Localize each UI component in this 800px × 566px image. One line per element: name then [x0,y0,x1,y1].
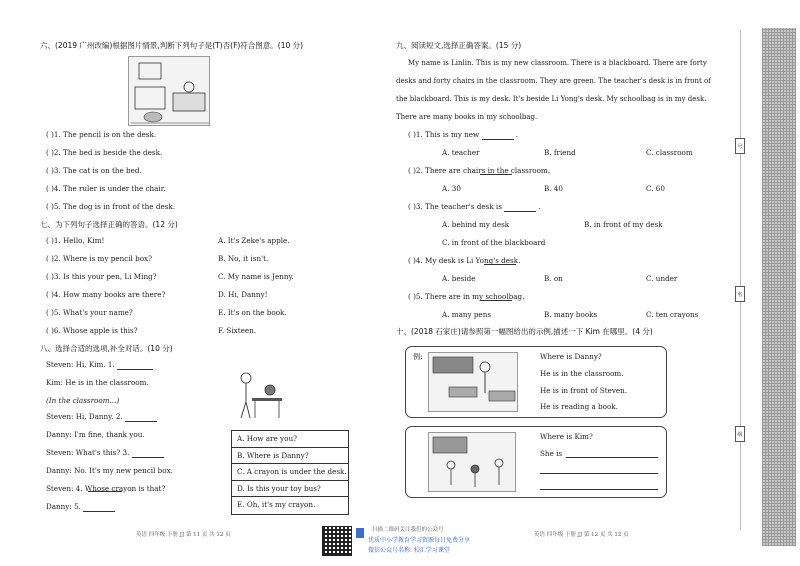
sec9-q2-blank[interactable] [480,174,512,175]
sec10-example-line-3: He is in front of Steven. [540,386,628,395]
qr-code [322,526,352,556]
sec8-dialog-4: Steven: Hi, Danny. 2. [46,412,157,422]
sec6-item-2: ( )2. The bed is beside the desk. [46,148,163,157]
sec10-answer-line-2[interactable] [540,473,658,474]
sec10-example-line-1: Where is Danny? [540,352,602,361]
classroom-danny-picture [428,352,518,412]
sec8-option-d: D. Is this your toy bus? [232,481,348,498]
sec7-question-5: ( )5. What's your name? [46,308,133,317]
classroom-boys-picture [230,368,286,424]
sec9-q2-opt-a: A. 30 [442,184,461,193]
bedroom-picture [128,56,210,126]
sec8-options-box [231,430,349,515]
sec10-answer-line-3[interactable] [540,489,658,490]
sec10-answer-line-1[interactable] [566,457,658,458]
sec9-q3-opt-c: C. in front of the blackboard [442,238,546,247]
sec10-task-line-2: She is [540,449,563,458]
side-mark-number: 号 [735,138,745,154]
sec8-title: 八、选择合适的选项,补全对话。(10 分) [40,344,173,353]
sec9-q1-opt-a: A. teacher [442,148,480,157]
sec8-dialog-2: Kim: He is in the classroom. [46,378,149,387]
sec7-answer-a: A. It's Zeke's apple. [218,236,290,245]
sec7-question-4: ( )4. How many books are there? [46,290,166,299]
qr-caption-2: 优质中小学教育学习资源每日免费分享 [368,537,471,544]
sec7-question-3: ( )3. Is this your pen, Li Ming? [46,272,157,281]
brand-icon [356,528,364,538]
sec8-dialog-9: Danny: 5. [46,502,115,512]
side-mark-name: 名 [735,286,745,302]
sec6-item-4: ( )4. The ruler is under the chair. [46,184,166,193]
sec9-q5: ( )5. There are in my schoolbag. [408,292,525,301]
sec9-passage-line-3: the blackboard. This is my desk. It's beside Li Yong's desk. My schoolbag is in my desk. [396,95,707,103]
sec6-item-3: ( )3. The cat is on the bed. [46,166,142,175]
qr-caption-3: 微信公众号名称: 校汇学习课堂 [368,547,450,554]
sec9-q5-opt-a: A. many pens [442,310,492,319]
sec9-q2-opt-c: C. 60 [646,184,665,193]
sec9-passage-line-4: There are many books in my schoolbag. [396,113,538,121]
sec8-option-e: E. Oh, it's my crayon. [237,500,316,509]
sec7-answer-c: C. My name is Jenny. [218,272,294,281]
sec8-dialog-8: Steven: 4. Whose crayon is that? [46,484,166,493]
sec8-dialog-5: Danny: I'm fine, thank you. [46,430,145,439]
sec7-answer-d: D. Hi, Danny! [218,290,268,299]
sec9-q5-opt-b: B. many books [544,310,598,319]
sec9-q5-blank[interactable] [480,300,512,301]
sec9-passage-line-2: desks and forty chairs in the classroom. They are green. The teacher's desk is in front of [396,77,711,85]
sec9-q3-opt-b: B. in front of my desk [584,220,663,229]
sec10-example-line-4: He is reading a book. [540,402,618,411]
sec9-q2-opt-b: B. 40 [544,184,563,193]
sec9-q2: ( )2. There are chairs in the classroom. [408,166,551,175]
sec6-item-5: ( )5. The dog is in front of the desk. [46,202,176,211]
sec7-question-6: ( )6. Whose apple is this? [46,326,138,335]
sec7-question-1: ( )1. Hello, Kim! [46,236,105,245]
sec9-q4: ( )4. My desk is Li Yong's desk. [408,256,521,265]
sec9-q4-opt-a: A. beside [442,274,476,283]
sec8-dialog-7: Danny: No. It's my new pencil box. [46,466,173,475]
sec10-task-line-1: Where is Kim? [540,432,593,441]
sec9-q1: ( )1. This is my new . [408,130,519,139]
playground-kim-picture [428,432,516,492]
sec10-example-line-2: He is in the classroom. [540,369,624,378]
sec8-option-a: A. How are you? [232,431,348,448]
binding-line [740,30,741,530]
sec9-title: 九、阅读短文,选择正确答案。(15 分) [396,41,522,50]
sec9-passage-line-1: My name is Linlin. This is my new classroom. There is a blackboard. There are forty [408,59,707,67]
footer-left: 英语 四年级 下册 JJ 第 11 页 共 12 页 [136,532,231,538]
sec7-answer-e: E. It's on the book. [218,308,287,317]
sec7-answer-b: B. No, it isn't. [218,254,269,263]
binding-strip [762,28,796,546]
sec10-example-label: 例: [413,352,423,361]
sec9-q4-opt-b: B. on [544,274,563,283]
sec7-question-2: ( )2. Where is my pencil box? [46,254,152,263]
sec7-answer-f: F. Sixteen. [218,326,257,335]
sec8-blank-4[interactable] [88,491,122,492]
sec9-q4-blank[interactable] [484,264,516,265]
sec8-dialog-3: (In the classroom...) [46,396,120,405]
sec6-title: 六、(2019 广州改编)根据图片情景,判断下列句子是(T)否(F)符合图意。(10 分) [40,41,304,50]
sec9-q1-opt-c: C. classroom [646,148,693,157]
footer-right: 英语 四年级 下册 JJ 第 12 页 共 12 页 [534,532,629,538]
sec9-q3: ( )3. The teacher's desk is . [408,202,541,211]
sec8-option-b: B. Where is Danny? [232,448,348,465]
qr-caption-1: 扫描二维码关注我们的公众号 [372,527,444,533]
sec8-dialog-1: Steven: Hi, Kim. 1. [46,360,153,370]
sec9-q4-opt-c: C. under [646,274,678,283]
sec9-q5-opt-c: C. ten crayons [646,310,699,319]
sec10-title: 十、(2018 石家庄)请参照第一幅图给出的示例,描述一下 Kim 在哪里。(4 分) [396,327,653,336]
side-mark-class: 级 [735,426,745,442]
sec9-q1-opt-b: B. friend [544,148,576,157]
sec8-option-c: C. A crayon is under the desk. [232,464,348,481]
sec7-title: 七、为下列句子选择正确的答语。(12 分) [40,220,178,229]
sec9-q3-opt-a: A. behind my desk [442,220,510,229]
sec6-item-1: ( )1. The pencil is on the desk. [46,130,157,139]
sec8-dialog-6: Steven: What's this? 3. [46,448,164,458]
